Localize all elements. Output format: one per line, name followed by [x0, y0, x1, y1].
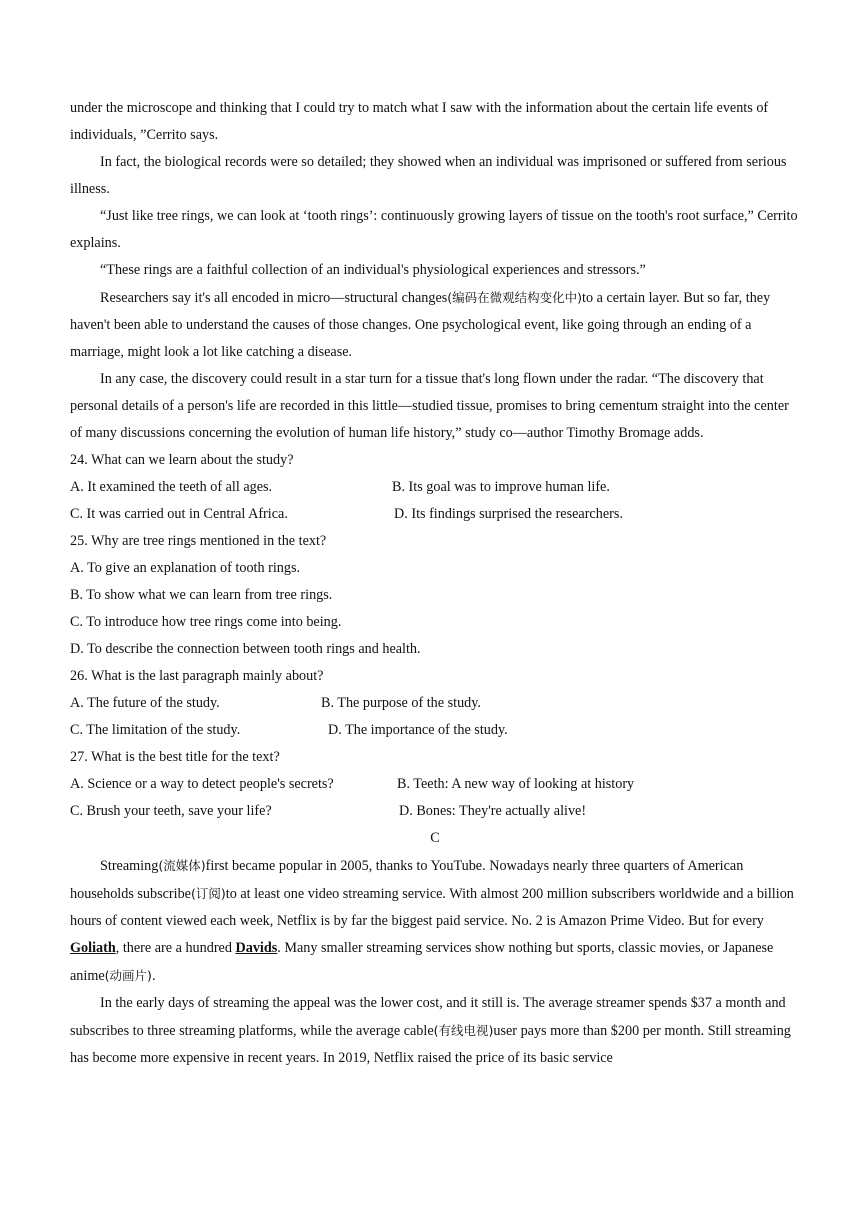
option-b: B. Its goal was to improve human life. [392, 479, 610, 495]
option-a: A. Science or a way to detect people's secrets? [70, 776, 334, 792]
paragraph: In fact, the biological records were so detailed; they showed when an individual was imprisoned or suffered from serious illness. [70, 154, 787, 197]
underlined-word-goliath: Goliath [70, 940, 116, 956]
text-span: . Many smaller streaming services show nothing but sports, classic movies, or Japanese anime [70, 940, 774, 984]
option-row [70, 717, 800, 744]
chinese-gloss: (动画片) [104, 968, 152, 983]
option-c: C. The limitation of the study. [70, 722, 241, 738]
document-page [70, 95, 800, 1072]
option-row [70, 771, 800, 798]
text-span: Streaming [100, 858, 159, 874]
option-b: B. Teeth: A new way of looking at history [397, 776, 635, 792]
question-stem: 26. What is the last paragraph mainly about? [70, 668, 324, 684]
paragraph: “Just like tree rings, we can look at ‘tooth rings’: continuously growing layers of tissue on the tooth's root surface,” Cerrito explains. [70, 208, 798, 251]
text-span: , there are a hundred [115, 940, 232, 956]
option-c: C. It was carried out in Central Africa. [70, 506, 288, 522]
paragraph [70, 284, 800, 366]
option-row [70, 474, 800, 501]
option-d: D. Its findings surprised the researchers. [394, 506, 623, 522]
option-d: D. The importance of the study. [328, 722, 508, 738]
option-a: A. The future of the study. [70, 695, 220, 711]
option-b: B. The purpose of the study. [321, 695, 481, 711]
section-heading: C [430, 830, 440, 846]
text-span: to at least one video streaming service. With almost 200 million subscribers worldwide and a billion hours of content viewed each week, Netflix is by far the biggest paid service. No. 2 is Amazon Prime Video. But for every [70, 886, 794, 929]
paragraph [70, 990, 800, 1072]
option-row [70, 798, 800, 825]
question-stem: 25. Why are tree rings mentioned in the text? [70, 533, 327, 549]
text-span: . [151, 968, 156, 984]
chinese-gloss: (编码在微观结构变化中) [447, 290, 583, 305]
question-stem: 27. What is the best title for the text? [70, 749, 280, 765]
paragraph [70, 852, 800, 990]
option-a: A. It examined the teeth of all ages. [70, 479, 273, 495]
chinese-gloss: (订阅) [190, 886, 226, 901]
underlined-word-davids: Davids [235, 940, 278, 956]
text-span: user pays more than $200 per month. Still streaming has become more expensive in recent years. In 2019, Netflix raised the price of its basic service [70, 1023, 791, 1066]
option-c: C. To introduce how tree rings come into being. [70, 614, 342, 630]
option-d: D. Bones: They're actually alive! [399, 803, 587, 819]
paragraph: “These rings are a faithful collection of an individual's physiological experiences and stressors.” [100, 262, 646, 278]
option-a: A. To give an explanation of tooth rings. [70, 560, 301, 576]
chinese-gloss: (有线电视) [433, 1023, 494, 1038]
text-span: Researchers say it's all encoded in micro—structural changes [100, 290, 448, 306]
chinese-gloss: (流媒体) [158, 858, 206, 873]
option-b: B. To show what we can learn from tree rings. [70, 587, 333, 603]
text-span: In the early days of streaming the appeal was the lower cost, and it still is. The average streamer spends $37 a month and subscribes to three streaming platforms, while the average cable [70, 995, 786, 1039]
paragraph: under the microscope and thinking that I could try to match what I saw with the information about the certain life events of individuals, ”Cerrito says. [70, 100, 769, 143]
option-row [70, 501, 800, 528]
option-c: C. Brush your teeth, save your life? [70, 803, 272, 819]
text-span: first became popular in 2005, thanks to YouTube. Nowadays nearly three quarters of American households subscribe [70, 858, 744, 902]
question-stem: 24. What can we learn about the study? [70, 452, 294, 468]
option-row [70, 690, 800, 717]
option-d: D. To describe the connection between tooth rings and health. [70, 641, 421, 657]
paragraph: In any case, the discovery could result in a star turn for a tissue that's long flown under the radar. “The discovery that personal details of a person's life are recorded in this little—studied tissue, promises to bring cementum straight into the center of many discussions concerning the evolution of human life history,” study co—author Timothy Bromage adds. [70, 371, 789, 441]
text-span: to a certain layer. But so far, they haven't been able to understand the causes of those changes. One psychological event, like going through an ending of a marriage, might look a lot like catching a disease. [70, 290, 771, 360]
